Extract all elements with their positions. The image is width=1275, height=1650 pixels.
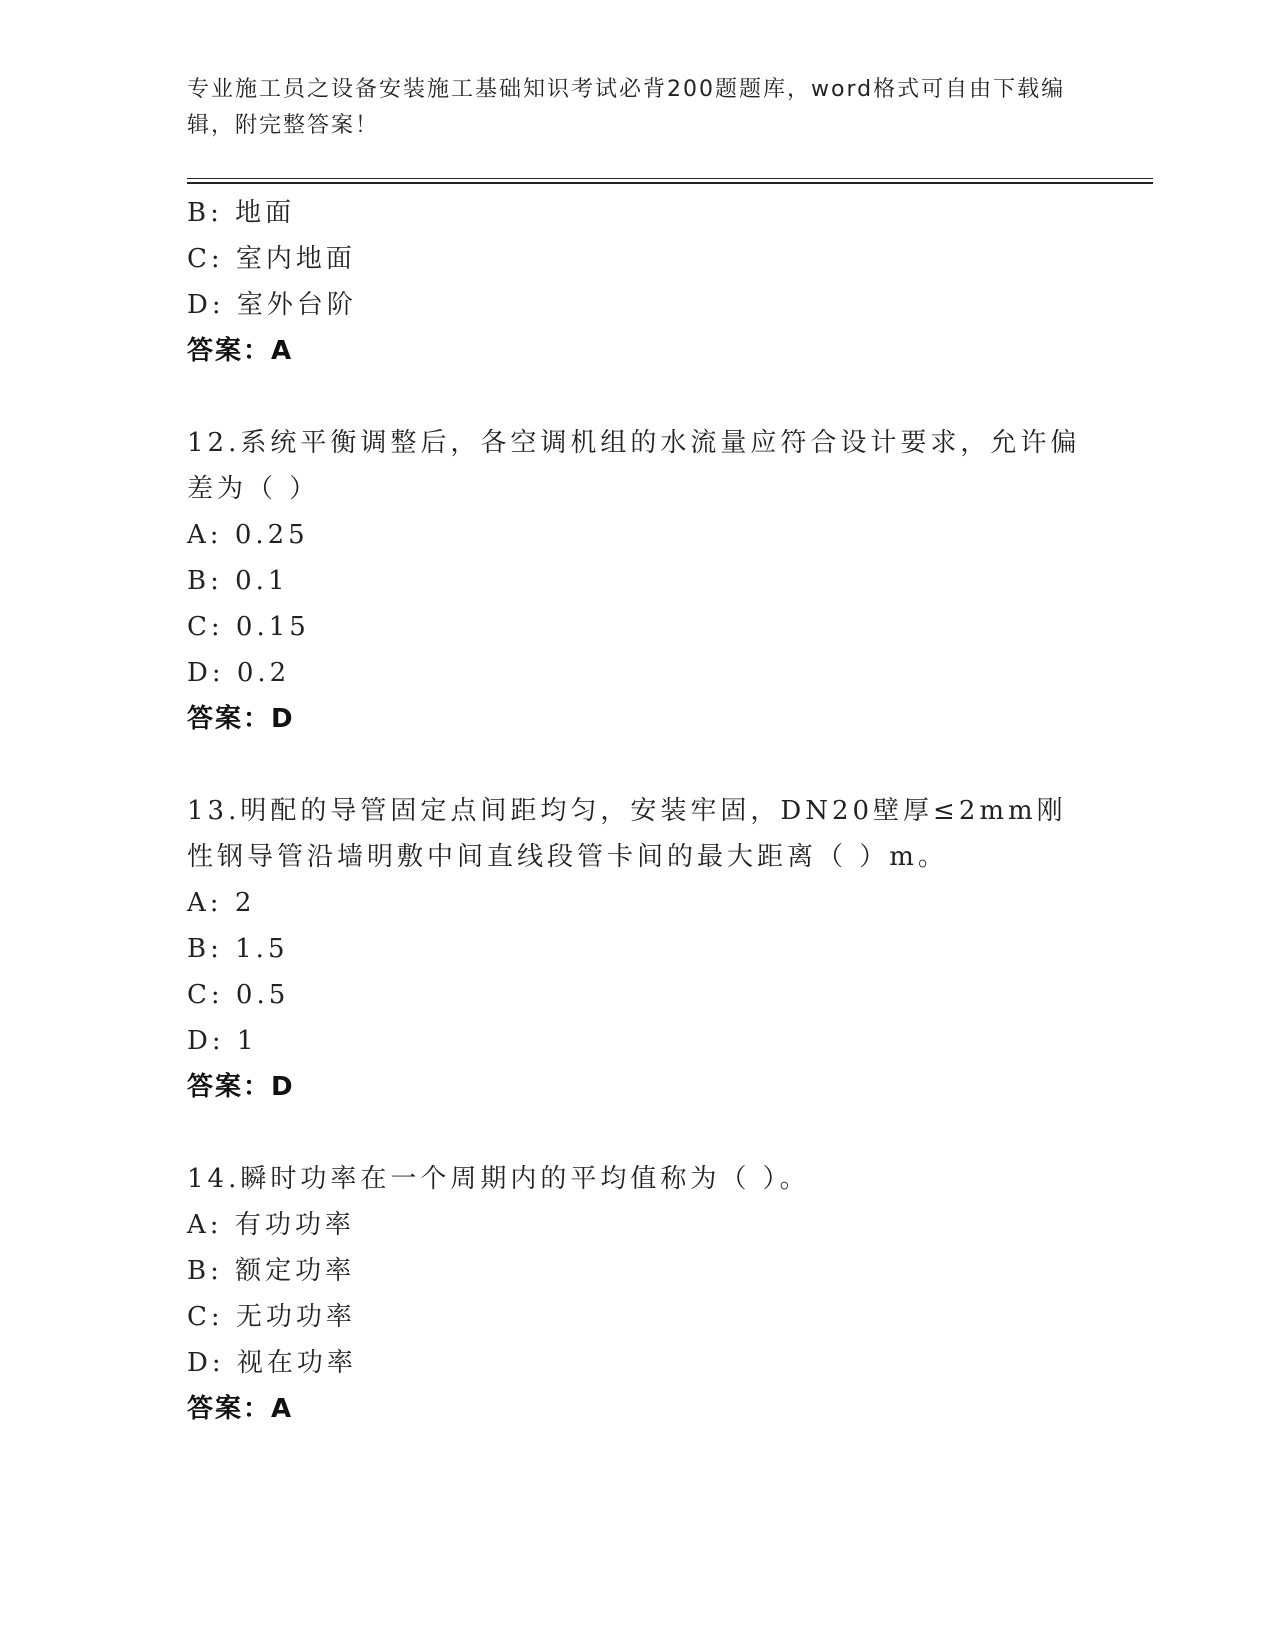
question-text: 12.系统平衡调整后，各空调机组的水流量应符合设计要求，允许偏差为（ ） xyxy=(187,428,1081,504)
answer: 答案：A xyxy=(187,336,294,366)
option-b: B: 地面 xyxy=(187,198,296,228)
question-text: 13.明配的导管固定点间距均匀，安装牢固，DN20壁厚≤2mm刚性钢导管沿墙明敷中间直线段管卡间的最大距离（ ）m。 xyxy=(187,796,1067,872)
option-b: B: 1.5 xyxy=(187,934,289,964)
option-a: A: 有功功率 xyxy=(187,1210,355,1240)
answer: 答案：D xyxy=(187,704,295,734)
option-b: B: 0.1 xyxy=(187,566,289,596)
option-d: D: 室外台阶 xyxy=(187,290,357,320)
question-11-tail xyxy=(187,190,1087,374)
header-rule-thick xyxy=(187,182,1153,184)
question-list xyxy=(187,190,1087,1432)
option-b: B: 额定功率 xyxy=(187,1256,356,1286)
page-header: 专业施工员之设备安装施工基础知识考试必背200题题库，word格式可自由下载编辑，附完整答案！ xyxy=(187,77,1066,138)
option-c: C: 0.15 xyxy=(187,612,310,642)
header-rule-thin xyxy=(187,178,1153,179)
question-14 xyxy=(187,1156,1087,1432)
answer: 答案：A xyxy=(187,1394,294,1424)
option-d: D: 1 xyxy=(187,1026,258,1056)
option-d: D: 视在功率 xyxy=(187,1348,357,1378)
option-a: A: 2 xyxy=(187,888,256,918)
question-12 xyxy=(187,420,1087,742)
option-a: A: 0.25 xyxy=(187,520,309,550)
question-text: 14.瞬时功率在一个周期内的平均值称为（ ）。 xyxy=(187,1164,810,1194)
question-13 xyxy=(187,788,1087,1110)
answer: 答案：D xyxy=(187,1072,295,1102)
option-d: D: 0.2 xyxy=(187,658,291,688)
option-c: C: 无功功率 xyxy=(187,1302,356,1332)
option-c: C: 0.5 xyxy=(187,980,290,1010)
option-c: C: 室内地面 xyxy=(187,244,356,274)
